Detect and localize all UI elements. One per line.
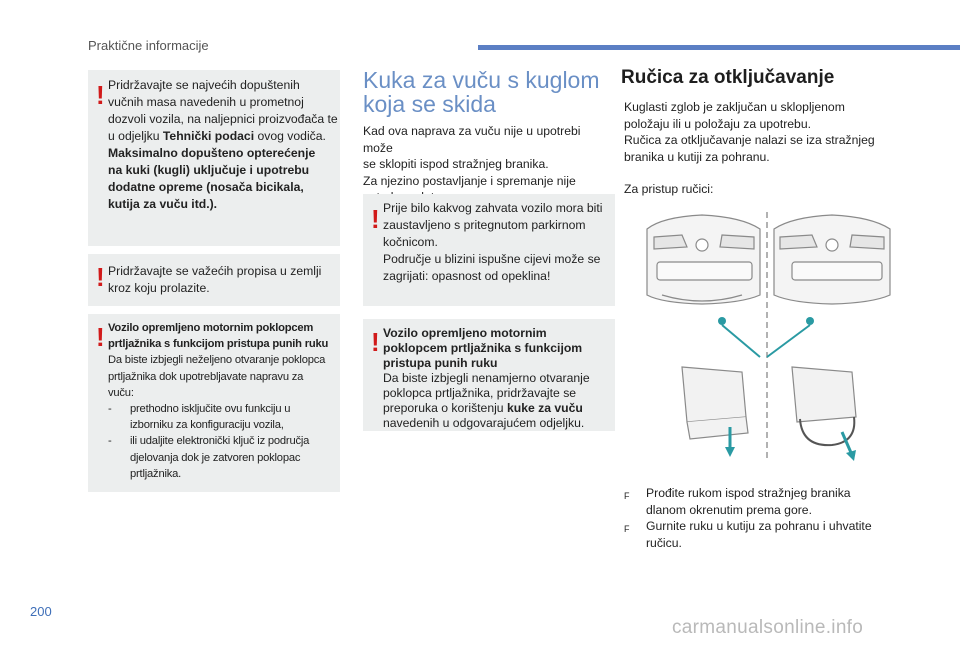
warning-box-tailgate-towball: [363, 319, 615, 431]
list-item: F Gurnite ruku u kutiju za pohranu i uhvatite ručicu.: [624, 519, 872, 550]
warning-text: Pridržavajte se važećih propisa u zemlji kroz koju prolazite.: [108, 264, 322, 295]
instruction-list: [624, 485, 894, 551]
handle-description: Kuglasti zglob je zaključan u sklopljenom položaju ili u položaju za upotrebu. Ručica za otključavanje nalazi se iza stražnjeg branika u kutiji za pohranu.: [624, 100, 875, 164]
access-intro: Za pristup ručici:: [624, 182, 714, 196]
page-number: 200: [30, 604, 52, 619]
warning-icon: !: [371, 327, 380, 357]
section-title: Praktične informacije: [88, 38, 209, 53]
intro-paragraph: Kad ova naprava za vuču nije u upotrebi može se sklopiti ispod stražnjeg branika. Za njezino postavljanje i spremanje nije: [363, 124, 581, 188]
warning-text: Vozilo opremljeno motornim poklopcem prtljažnika s funkcijom pristupa punih ruku Da biste izbjegli nenamjerno otvaranje poklopca prtljažnika, pridržavajte se preporuka o korištenju kuke za vuču navedenih u odgovarajućem odjeljku.: [383, 326, 590, 430]
heading-detachable-towball: Kuka za vuču s kuglom koja se skida: [363, 67, 600, 117]
warning-icon: !: [371, 204, 380, 234]
warning-box-towing-masses: [88, 70, 340, 246]
warning-box-parking-brake: [363, 194, 615, 306]
list-item: - ili udaljite elektronički ključ iz područja djelovanja dok je zatvoren poklopac prtljažnika.: [108, 435, 310, 480]
watermark: carmanualsonline.info: [672, 617, 864, 638]
warning-box-hands-free-tailgate: [88, 314, 340, 492]
warning-icon: !: [96, 322, 105, 352]
warning-text: Pridržavajte se najvećih dopuštenih vučnih masa navedenih u prometnoj dozvoli vozila, na naljepnici proizvođača te u odjeljku Tehnički podaci ovog vodiča. Maksimalno dopušteno opterećenje na kuki (kugli) uključuje i upotrebu dodatne opreme (nosača bicikala, kutija za vuču itd.).: [108, 78, 338, 211]
warning-text: Vozilo opremljeno motornim poklopcem prtljažnika s funkcijom pristupa punih ruku Da biste izbjegli neželjeno otvaranje poklopca prtljažnika dok upotrebljavate napravu za vuču: - prethodno isključite ovu funkciju u izborniku za konfiguraciju vozila, - ili udaljite elektronički ključ iz područja djelovanja dok je zatvoren poklopac prtljažnika.: [108, 320, 340, 482]
warning-text: Prije bilo kakvog zahvata vozilo mora biti zaustavljeno s pritegnutom parkirnom kočnicom. Područje u blizini ispušne cijevi može se zagrijati: opasnost od opeklina!: [383, 201, 603, 283]
warning-icon: !: [96, 80, 105, 110]
list-item: F Prođite rukom ispod stražnjeg branika dlanom okrenutim prema gore.: [624, 486, 851, 517]
towbar-handle-illustration: [642, 207, 892, 467]
warning-box-regulations: [88, 254, 340, 306]
header-accent-bar: [478, 45, 960, 50]
list-item: - prethodno isključite ovu funkciju u izborniku za konfiguraciju vozila,: [108, 403, 291, 432]
warning-icon: !: [96, 262, 105, 292]
heading-unlock-handle: Ručica za otključavanje: [621, 67, 835, 88]
